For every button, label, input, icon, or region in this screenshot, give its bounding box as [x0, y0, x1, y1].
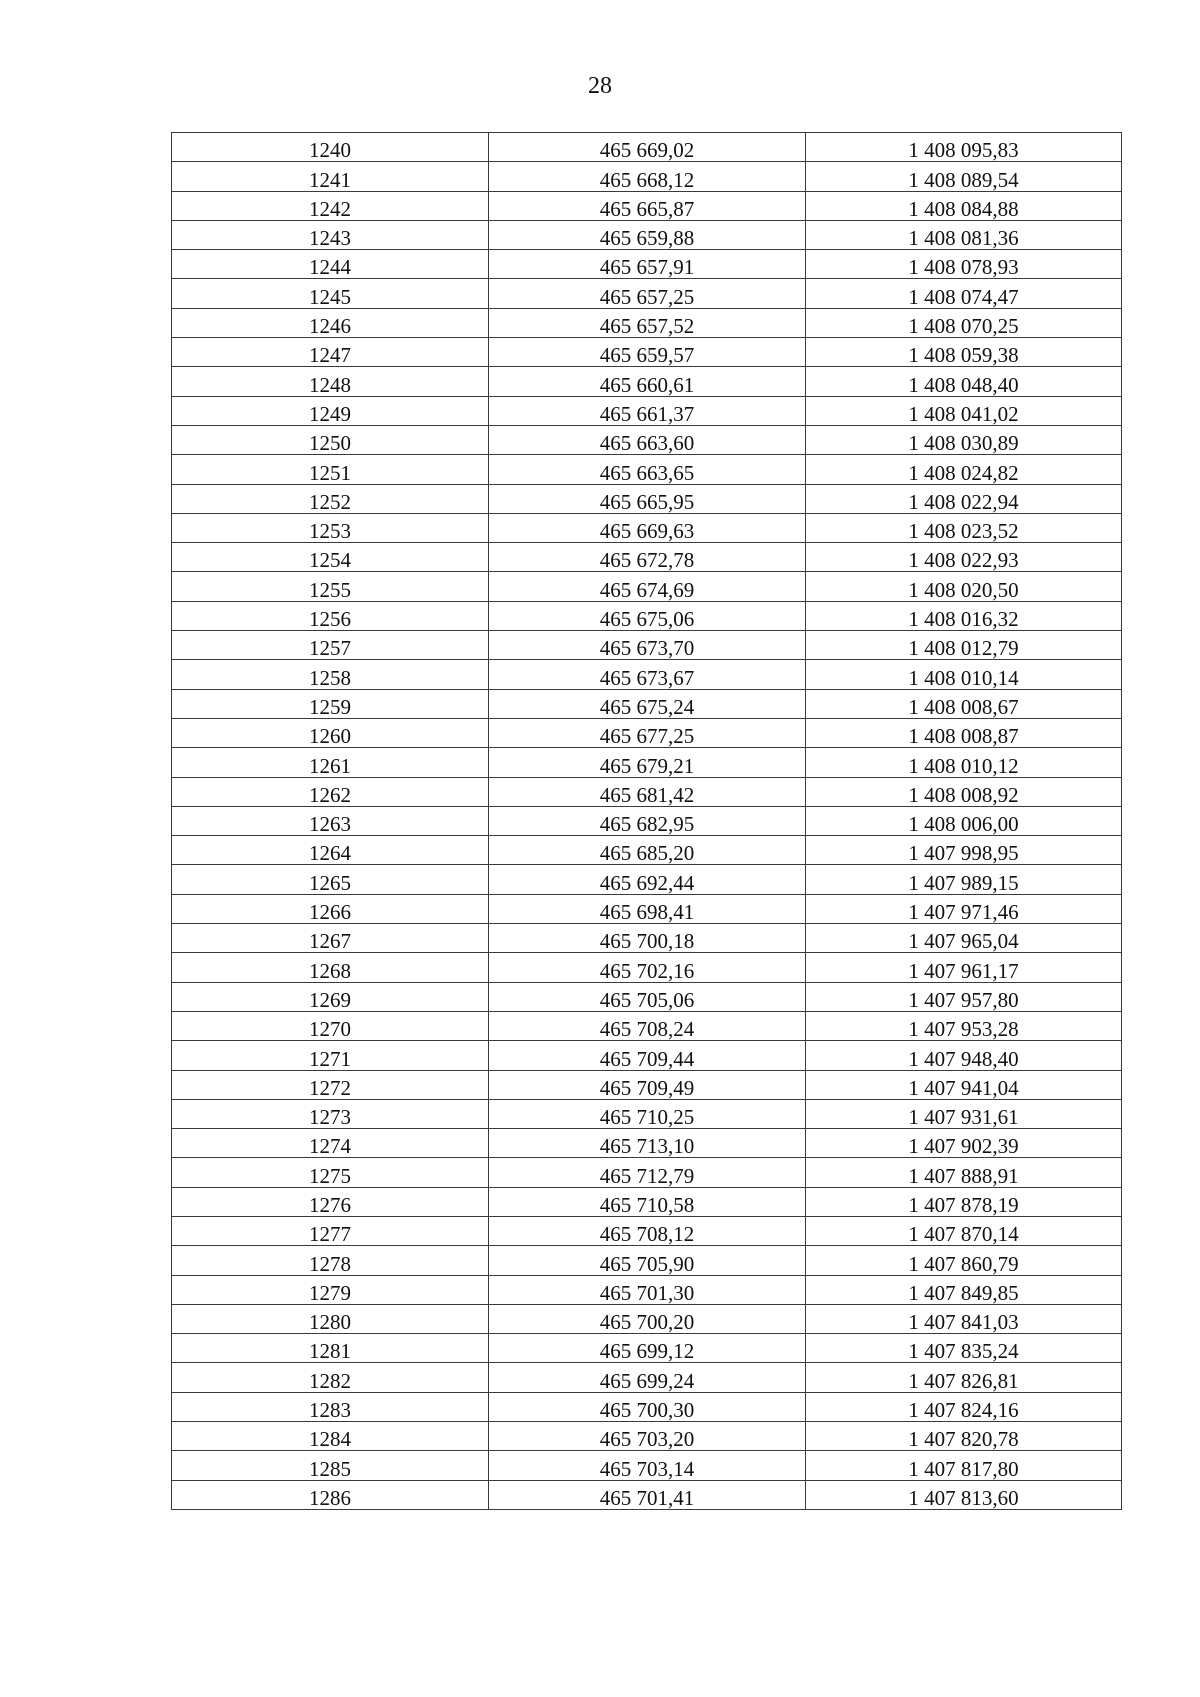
x-coordinate-cell: 465 685,20	[489, 836, 806, 865]
y-coordinate-cell: 1 408 081,36	[806, 220, 1122, 249]
x-coordinate-cell: 465 669,63	[489, 513, 806, 542]
y-coordinate-cell: 1 407 931,61	[806, 1099, 1122, 1128]
x-coordinate-cell: 465 677,25	[489, 718, 806, 747]
point-number-cell: 1276	[172, 1187, 489, 1216]
x-coordinate-cell: 465 703,20	[489, 1422, 806, 1451]
x-coordinate-cell: 465 700,18	[489, 924, 806, 953]
x-coordinate-cell: 465 663,65	[489, 455, 806, 484]
point-number-cell: 1278	[172, 1246, 489, 1275]
y-coordinate-cell: 1 408 024,82	[806, 455, 1122, 484]
point-number-cell: 1273	[172, 1099, 489, 1128]
x-coordinate-cell: 465 705,06	[489, 982, 806, 1011]
table-row	[172, 396, 1122, 425]
table-row	[172, 1187, 1122, 1216]
table-row	[172, 308, 1122, 337]
table-row	[172, 836, 1122, 865]
point-number-cell: 1255	[172, 572, 489, 601]
table-row	[172, 1304, 1122, 1333]
table-row	[172, 338, 1122, 367]
table-row	[172, 1451, 1122, 1480]
y-coordinate-cell: 1 408 078,93	[806, 250, 1122, 279]
y-coordinate-cell: 1 408 041,02	[806, 396, 1122, 425]
table-row	[172, 1099, 1122, 1128]
table-row	[172, 455, 1122, 484]
table-row	[172, 806, 1122, 835]
y-coordinate-cell: 1 408 010,12	[806, 748, 1122, 777]
point-number-cell: 1242	[172, 191, 489, 220]
x-coordinate-cell: 465 659,57	[489, 338, 806, 367]
table-row	[172, 982, 1122, 1011]
y-coordinate-cell: 1 407 841,03	[806, 1304, 1122, 1333]
y-coordinate-cell: 1 408 022,94	[806, 484, 1122, 513]
y-coordinate-cell: 1 407 902,39	[806, 1129, 1122, 1158]
table-row	[172, 953, 1122, 982]
point-number-cell: 1267	[172, 924, 489, 953]
table-row	[172, 894, 1122, 923]
y-coordinate-cell: 1 407 878,19	[806, 1187, 1122, 1216]
coordinates-table	[171, 132, 1122, 1510]
y-coordinate-cell: 1 407 870,14	[806, 1216, 1122, 1245]
table-row	[172, 250, 1122, 279]
y-coordinate-cell: 1 408 059,38	[806, 338, 1122, 367]
point-number-cell: 1279	[172, 1275, 489, 1304]
y-coordinate-cell: 1 407 989,15	[806, 865, 1122, 894]
y-coordinate-cell: 1 408 006,00	[806, 806, 1122, 835]
point-number-cell: 1256	[172, 601, 489, 630]
x-coordinate-cell: 465 701,30	[489, 1275, 806, 1304]
point-number-cell: 1286	[172, 1480, 489, 1509]
point-number-cell: 1268	[172, 953, 489, 982]
y-coordinate-cell: 1 407 961,17	[806, 953, 1122, 982]
x-coordinate-cell: 465 712,79	[489, 1158, 806, 1187]
point-number-cell: 1251	[172, 455, 489, 484]
point-number-cell: 1258	[172, 660, 489, 689]
y-coordinate-cell: 1 408 012,79	[806, 631, 1122, 660]
table-row	[172, 367, 1122, 396]
point-number-cell: 1248	[172, 367, 489, 396]
table-row	[172, 191, 1122, 220]
table-row	[172, 777, 1122, 806]
point-number-cell: 1260	[172, 718, 489, 747]
point-number-cell: 1257	[172, 631, 489, 660]
x-coordinate-cell: 465 700,30	[489, 1392, 806, 1421]
table-row	[172, 601, 1122, 630]
y-coordinate-cell: 1 408 008,87	[806, 718, 1122, 747]
y-coordinate-cell: 1 407 849,85	[806, 1275, 1122, 1304]
x-coordinate-cell: 465 692,44	[489, 865, 806, 894]
table-row	[172, 1246, 1122, 1275]
x-coordinate-cell: 465 705,90	[489, 1246, 806, 1275]
point-number-cell: 1246	[172, 308, 489, 337]
y-coordinate-cell: 1 408 023,52	[806, 513, 1122, 542]
y-coordinate-cell: 1 408 089,54	[806, 162, 1122, 191]
x-coordinate-cell: 465 665,95	[489, 484, 806, 513]
x-coordinate-cell: 465 682,95	[489, 806, 806, 835]
y-coordinate-cell: 1 407 941,04	[806, 1070, 1122, 1099]
point-number-cell: 1265	[172, 865, 489, 894]
table-row	[172, 748, 1122, 777]
table-row	[172, 660, 1122, 689]
x-coordinate-cell: 465 713,10	[489, 1129, 806, 1158]
x-coordinate-cell: 465 661,37	[489, 396, 806, 425]
y-coordinate-cell: 1 407 957,80	[806, 982, 1122, 1011]
x-coordinate-cell: 465 699,12	[489, 1334, 806, 1363]
point-number-cell: 1272	[172, 1070, 489, 1099]
y-coordinate-cell: 1 407 888,91	[806, 1158, 1122, 1187]
table-row	[172, 279, 1122, 308]
x-coordinate-cell: 465 698,41	[489, 894, 806, 923]
point-number-cell: 1270	[172, 1011, 489, 1040]
table-row	[172, 1363, 1122, 1392]
x-coordinate-cell: 465 659,88	[489, 220, 806, 249]
x-coordinate-cell: 465 675,06	[489, 601, 806, 630]
table-row	[172, 924, 1122, 953]
x-coordinate-cell: 465 663,60	[489, 425, 806, 454]
x-coordinate-cell: 465 709,44	[489, 1041, 806, 1070]
table-row	[172, 162, 1122, 191]
x-coordinate-cell: 465 668,12	[489, 162, 806, 191]
x-coordinate-cell: 465 665,87	[489, 191, 806, 220]
x-coordinate-cell: 465 673,67	[489, 660, 806, 689]
y-coordinate-cell: 1 408 030,89	[806, 425, 1122, 454]
y-coordinate-cell: 1 407 965,04	[806, 924, 1122, 953]
y-coordinate-cell: 1 407 953,28	[806, 1011, 1122, 1040]
x-coordinate-cell: 465 708,24	[489, 1011, 806, 1040]
point-number-cell: 1277	[172, 1216, 489, 1245]
x-coordinate-cell: 465 672,78	[489, 543, 806, 572]
table-row	[172, 425, 1122, 454]
table-row	[172, 133, 1122, 162]
point-number-cell: 1245	[172, 279, 489, 308]
y-coordinate-cell: 1 408 008,67	[806, 689, 1122, 718]
x-coordinate-cell: 465 657,91	[489, 250, 806, 279]
y-coordinate-cell: 1 407 948,40	[806, 1041, 1122, 1070]
y-coordinate-cell: 1 407 860,79	[806, 1246, 1122, 1275]
point-number-cell: 1254	[172, 543, 489, 572]
y-coordinate-cell: 1 408 010,14	[806, 660, 1122, 689]
point-number-cell: 1271	[172, 1041, 489, 1070]
table-row	[172, 1275, 1122, 1304]
x-coordinate-cell: 465 702,16	[489, 953, 806, 982]
table-row	[172, 1422, 1122, 1451]
table-row	[172, 1334, 1122, 1363]
point-number-cell: 1250	[172, 425, 489, 454]
table-row	[172, 718, 1122, 747]
point-number-cell: 1247	[172, 338, 489, 367]
point-number-cell: 1252	[172, 484, 489, 513]
point-number-cell: 1284	[172, 1422, 489, 1451]
y-coordinate-cell: 1 407 813,60	[806, 1480, 1122, 1509]
point-number-cell: 1281	[172, 1334, 489, 1363]
point-number-cell: 1275	[172, 1158, 489, 1187]
x-coordinate-cell: 465 674,69	[489, 572, 806, 601]
point-number-cell: 1280	[172, 1304, 489, 1333]
table-row	[172, 513, 1122, 542]
y-coordinate-cell: 1 408 070,25	[806, 308, 1122, 337]
table-row	[172, 220, 1122, 249]
y-coordinate-cell: 1 408 020,50	[806, 572, 1122, 601]
table-row	[172, 484, 1122, 513]
y-coordinate-cell: 1 408 095,83	[806, 133, 1122, 162]
point-number-cell: 1269	[172, 982, 489, 1011]
table-row	[172, 1011, 1122, 1040]
y-coordinate-cell: 1 408 084,88	[806, 191, 1122, 220]
point-number-cell: 1285	[172, 1451, 489, 1480]
table-row	[172, 865, 1122, 894]
y-coordinate-cell: 1 408 008,92	[806, 777, 1122, 806]
table-row	[172, 1158, 1122, 1187]
point-number-cell: 1253	[172, 513, 489, 542]
table-row	[172, 1216, 1122, 1245]
y-coordinate-cell: 1 408 022,93	[806, 543, 1122, 572]
point-number-cell: 1243	[172, 220, 489, 249]
x-coordinate-cell: 465 710,25	[489, 1099, 806, 1128]
table-row	[172, 631, 1122, 660]
table-row	[172, 1392, 1122, 1421]
y-coordinate-cell: 1 407 835,24	[806, 1334, 1122, 1363]
table-row	[172, 689, 1122, 718]
x-coordinate-cell: 465 699,24	[489, 1363, 806, 1392]
point-number-cell: 1282	[172, 1363, 489, 1392]
y-coordinate-cell: 1 407 824,16	[806, 1392, 1122, 1421]
x-coordinate-cell: 465 669,02	[489, 133, 806, 162]
point-number-cell: 1241	[172, 162, 489, 191]
point-number-cell: 1261	[172, 748, 489, 777]
x-coordinate-cell: 465 660,61	[489, 367, 806, 396]
x-coordinate-cell: 465 681,42	[489, 777, 806, 806]
coordinates-table-body	[172, 133, 1122, 1510]
x-coordinate-cell: 465 657,25	[489, 279, 806, 308]
x-coordinate-cell: 465 709,49	[489, 1070, 806, 1099]
page-number: 28	[588, 73, 612, 99]
point-number-cell: 1262	[172, 777, 489, 806]
x-coordinate-cell: 465 679,21	[489, 748, 806, 777]
table-row	[172, 1041, 1122, 1070]
x-coordinate-cell: 465 673,70	[489, 631, 806, 660]
y-coordinate-cell: 1 408 016,32	[806, 601, 1122, 630]
point-number-cell: 1264	[172, 836, 489, 865]
y-coordinate-cell: 1 408 074,47	[806, 279, 1122, 308]
x-coordinate-cell: 465 703,14	[489, 1451, 806, 1480]
point-number-cell: 1274	[172, 1129, 489, 1158]
point-number-cell: 1240	[172, 133, 489, 162]
x-coordinate-cell: 465 701,41	[489, 1480, 806, 1509]
point-number-cell: 1266	[172, 894, 489, 923]
point-number-cell: 1263	[172, 806, 489, 835]
point-number-cell: 1259	[172, 689, 489, 718]
x-coordinate-cell: 465 708,12	[489, 1216, 806, 1245]
x-coordinate-cell: 465 700,20	[489, 1304, 806, 1333]
y-coordinate-cell: 1 407 817,80	[806, 1451, 1122, 1480]
table-row	[172, 543, 1122, 572]
y-coordinate-cell: 1 407 820,78	[806, 1422, 1122, 1451]
point-number-cell: 1283	[172, 1392, 489, 1421]
y-coordinate-cell: 1 407 998,95	[806, 836, 1122, 865]
table-row	[172, 1070, 1122, 1099]
point-number-cell: 1249	[172, 396, 489, 425]
point-number-cell: 1244	[172, 250, 489, 279]
y-coordinate-cell: 1 407 971,46	[806, 894, 1122, 923]
x-coordinate-cell: 465 657,52	[489, 308, 806, 337]
x-coordinate-cell: 465 675,24	[489, 689, 806, 718]
y-coordinate-cell: 1 408 048,40	[806, 367, 1122, 396]
x-coordinate-cell: 465 710,58	[489, 1187, 806, 1216]
table-row	[172, 572, 1122, 601]
table-row	[172, 1480, 1122, 1509]
table-row	[172, 1129, 1122, 1158]
y-coordinate-cell: 1 407 826,81	[806, 1363, 1122, 1392]
